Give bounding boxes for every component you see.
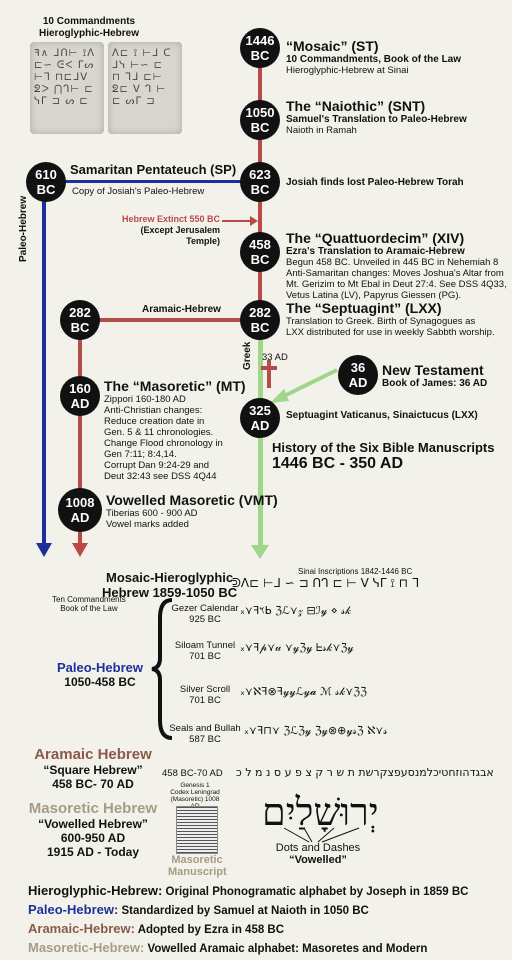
siloam-label: Siloam Tunnel 701 BC [174, 640, 236, 662]
codex-image [176, 806, 218, 854]
node-610bc: 610 BC [26, 162, 66, 202]
node-160ad: 160 AD [60, 376, 100, 416]
nt-sub: Book of James: 36 AD [382, 378, 488, 389]
mt-block [104, 378, 246, 482]
aramaic-alphabet: אבגדהוזחטיכלמנסעפצקרשת ת ש ר ק צ פ ע ס נ מ ל כ [236, 766, 494, 779]
legend-paleo: Paleo-Hebrew: Standardized by Samuel at Naioth in 1050 BC [28, 902, 369, 917]
mosaic-sub: 10 Commandments, Book of the Law [286, 54, 462, 65]
paleo-arrow [36, 543, 52, 557]
dots-label: Dots and Dashes “Vowelled” [275, 842, 361, 866]
xiv-sub: Ezra's Translation to Aramaic-Hebrew [286, 246, 465, 257]
seals-glyphs: ₓ⋎ꟻ⊓⋎ ℨℒℨ𝓎 ℨ𝓎⊗⊕𝓎𝓈ℨ ℵ⋎𝓈 [244, 724, 388, 737]
vmt-block [106, 492, 278, 530]
paleo-line [42, 195, 46, 545]
tc-label: Ten Commandments Book of the Law [52, 595, 126, 613]
node-282bc-right: 282 BC [240, 300, 280, 340]
node-325ad: 325 AD [240, 398, 280, 438]
seals-label: Seals and Bullah 587 BC [169, 723, 241, 745]
paleo-vertical-label: Paleo-Hebrew [18, 195, 29, 262]
sp-title: Samaritan Pentateuch (SP) [70, 162, 237, 177]
aramaic-line [80, 318, 260, 322]
masoretic-arrow [72, 543, 88, 557]
aramaic-section-title: Aramaic Hebrew “Square Hebrew” 458 BC- 70 AD [34, 746, 152, 791]
history-range: 1446 BC - 350 AD [272, 455, 404, 472]
greek-arrow [251, 545, 269, 559]
masoretic-manuscript-label: Masoretic Manuscript [168, 854, 227, 878]
paleo-section-title: Paleo-Hebrew 1050-458 BC [57, 660, 143, 689]
node-36ad: 36 AD [338, 355, 378, 395]
extinct-arrow-line [222, 220, 252, 222]
jerusalem-hebrew: יְרוּשָׁלַיִם [262, 790, 379, 834]
silver-glyphs: ₓ⋎ℵꟻ⊗ꟻ𝓎𝓎ℒ𝓎𝓪 ℳ 𝓈𝓀⋎ℨℨ [240, 685, 367, 698]
aramaic-line-label: Aramaic-Hebrew [142, 304, 221, 315]
node-623bc: 623 BC [240, 162, 280, 202]
siloam-glyphs: ₓ⋎ꟻ𝓅⋎𝓊 ⋎𝓎ℨ𝓎 ᖶ𝓈𝓀⋎ℨ𝓎 [240, 641, 354, 654]
josiah-label: Josiah finds lost Paleo-Hebrew Torah [286, 177, 464, 188]
mt-title: The “Masoretic” (MT) [104, 378, 246, 394]
naiothic-block [286, 98, 467, 136]
node-1008ad: 1008 AD [58, 488, 102, 532]
tablet-left-glyphs: ꟻ∧ ᒧᑎ⊢ ⟟ᐱ ⊏∽ ᕮᐸ ᒥᔕ ⊢ᒣ ⊓⊏ᒧᐯ ᘖᐳ ⋂ᒉ⊢ ⊏ ᓭᒥ ⊐ ᔕ ⊏ [34, 48, 96, 107]
masoretic-section-title: Masoretic Hebrew “Vowelled Hebrew” 600-950 AD 1915 AD - Today [28, 800, 158, 859]
sept-vat-label: Septuagint Vaticanus, Sinaictucus (LXX) [286, 410, 478, 421]
silver-label: Silver Scroll 701 BC [179, 684, 231, 706]
mosaic-title: “Mosaic” (ST) [286, 38, 379, 54]
codex-label: Genesis 1 Codex Leningrad (Masoretic) 1008 [170, 782, 220, 803]
cross-icon [261, 360, 277, 388]
sinai-glyphs: ᕲᐱ⊏ ⊢ᒧ ∽ ⊐ ᑎᒉ ⊏ ⊢ ᐯ ᓭᒥ ⟟ ⊓ ᒣ [232, 576, 420, 590]
nt-title: New Testament [382, 362, 484, 378]
history-block [272, 440, 495, 473]
naiothic-sub: Samuel's Translation to Paleo-Hebrew [286, 114, 467, 125]
nt-block [382, 362, 487, 389]
tablet-right-glyphs: ᐱ⊏ ⟟ ⊢ᒧ ᑕ ᒧᓭ ⊢∽ ⊏ ⊓ ᒣᒧ ⊏⊢ ᘖ⊏ ᐯ ᒉ ⊢ ⊏ ᔕᒥ ⊐ [112, 48, 172, 107]
tablet-right [108, 42, 182, 134]
node-1050bc: 1050 BC [240, 100, 280, 140]
extinct-arrow-head [250, 216, 258, 226]
vmt-note2: Vowel marks added [106, 519, 189, 530]
mh-title: Mosaic-Hieroglyphic Hebrew 1859-1050 BC [102, 570, 238, 600]
xiv-note: Begun 458 BC. Unveiled in 445 BC in Nehemiah 8 Anti-Samaritan changes: Moves Joshua's Altar from Mt. Gerizim to Mt Ebal in Deut 27:4. See DSS 4Q33, Vetus Latina (LV), Papyrus Giessen (PG). [286, 257, 507, 301]
naiothic-note: Naioth in Ramah [286, 125, 357, 136]
legend-masoretic: Masoretic-Hebrew: Vowelled Aramaic alphabet: Masoretes and Modern [28, 940, 428, 955]
greek-vertical-label: Greek [242, 341, 253, 370]
samaritan-line [60, 180, 260, 183]
cross-label: 33 AD [262, 352, 288, 363]
mosaic-note: Hieroglyphic-Hebrew at Sinai [286, 65, 409, 76]
mosaic-block [286, 38, 461, 76]
vmt-title: Vowelled Masoretic (VMT) [106, 492, 278, 508]
xiv-block [286, 230, 507, 301]
legend-aramaic: Aramaic-Hebrew: Adopted by Ezra in 458 BC [28, 921, 285, 936]
tablet-left [30, 42, 104, 134]
sp-note: Copy of Josiah's Paleo-Hebrew [72, 186, 205, 197]
naiothic-title: The “Naiothic” (SNT) [286, 98, 426, 114]
vmt-note1: Tiberias 600 - 900 AD [106, 508, 198, 519]
sinai-label: Sinai Inscriptions 1842-1446 BC [298, 567, 413, 576]
tablets-title: 10 Commandments Hieroglyphic-Hebrew [38, 16, 140, 39]
node-282bc-left: 282 BC [60, 300, 100, 340]
node-458bc: 458 BC [240, 232, 280, 272]
gezer-label: Gezer Calendar 925 BC [171, 603, 239, 625]
extinct-label: Hebrew Extinct 550 BC (Except Jerusalem Temple) [121, 214, 220, 246]
node-1446bc: 1446 BC [240, 28, 280, 68]
lxx-title: The “Septuagint” (LXX) [286, 300, 442, 316]
legend-hieroglyphic: Hieroglyphic-Hebrew: Original Phonogramatic alphabet by Joseph in 1859 BC [28, 883, 469, 898]
legend [28, 882, 468, 958]
lxx-note: Translation to Greek. Birth of Synagogues as LXX distributed for use in weekly Sabbth worship. [286, 316, 495, 338]
history-title: History of the Six Bible Manuscripts [272, 440, 495, 455]
sp-block [70, 162, 236, 177]
gezer-glyphs: ₓ⋎ꟻ𐤅ᖯ ℨℒ⋎𝓏 ⊟ℐ𝓎 ⋄ 𝓈𝓀 [240, 604, 352, 617]
mt-note: Zippori 160-180 AD Anti-Christian changes: Reduce creation date in Gen. 5 & 11 chronologies. Change Flood chronology in Gen 7:11; 8:4,14. Corrupt Dan 9:24-29 and Deut 32:43 see DSS 4Q44 [104, 394, 223, 482]
lxx-block [286, 300, 495, 338]
aramaic-date-label: 458 BC-70 AD [162, 768, 223, 779]
xiv-title: The “Quattuordecim” (XIV) [286, 230, 465, 246]
